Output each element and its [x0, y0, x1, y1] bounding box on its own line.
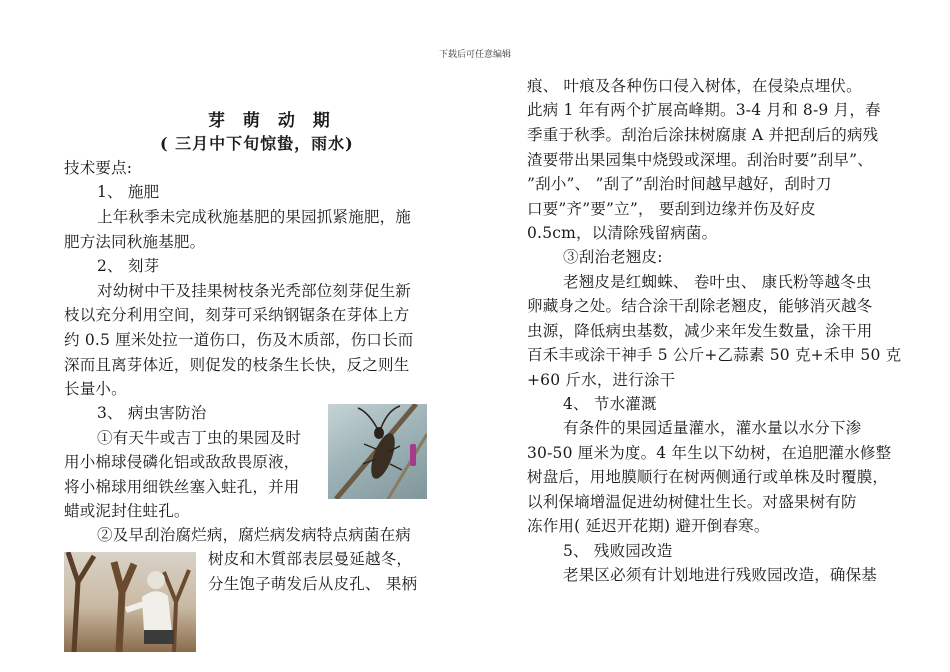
paragraph-line: 用小棉球侵磷化铝或敌敌畏原液，	[64, 453, 300, 471]
paragraph-line: 将小棉球用细铁丝塞入蛀孔，并用	[64, 478, 300, 496]
heading-fertilize: 1、 施肥	[97, 183, 160, 201]
header-note: 下载后可任意编辑	[438, 50, 511, 60]
heading-pest-control: 3、 病虫害防治	[97, 404, 207, 422]
heading-water-saving-irrigation: 4、 节水灌溉	[563, 395, 657, 413]
paragraph-line: 以利保墒增温促进幼树健壮生长。对盛果树有防	[527, 493, 857, 511]
paragraph-line: 老果区必须有计划地进行残败园改造，确保基	[563, 566, 878, 584]
paragraph-line: 此病 1 年有两个扩展高峰期。3-4 月和 8-9 月，春	[527, 101, 881, 119]
paragraph-line: 上年秋季未完成秋施基肥的果园抓紧施肥，施	[97, 208, 412, 226]
paragraph-line: 渣要带出果园集中烧毁或深埋。刮治时要”刮早”、	[527, 151, 873, 169]
paragraph-line: 对幼树中干及挂果树枝条光秃部位刻芽促生新	[97, 282, 412, 300]
paragraph-line: 0.5cm，以清除残留病菌。	[527, 224, 718, 242]
paragraph-line: 卵藏身之处。结合涂干刮除老翘皮，能够消灭越冬	[527, 297, 873, 315]
paragraph-line: 深而且离芽体近，则促发的枝条生长快，反之则生	[64, 356, 410, 374]
paragraph-line: 痕、 叶痕及各种伤口侵入树体，在侵染点埋伏。	[527, 77, 862, 95]
paragraph-line: 季重于秋季。刮治后涂抹树腐康 A 并把刮后的病残	[527, 126, 879, 144]
paragraph-line: ①有天牛或吉丁虫的果园及时	[97, 429, 302, 447]
paragraph-line: 分生饱子萌发后从皮孔、 果柄	[208, 575, 418, 593]
paragraph-line: ”刮小”、 ”刮了”刮治时间越早越好，刮时刀	[527, 175, 832, 193]
paragraph-line: 口要”齐”要”立”， 要刮到边缘并伤及好皮	[527, 200, 816, 218]
paragraph-line: 百禾丰或涂干神手 5 公斤+乙蒜素 50 克+禾申 50 克	[527, 346, 902, 364]
paragraph-line: 长量小。	[64, 380, 127, 398]
beetle-photo	[328, 404, 427, 499]
heading-bud-notching: 2、 刻芽	[97, 257, 160, 275]
paragraph-line: 虫源，降低病虫基数，减少来年发生数量，涂干用	[527, 322, 873, 340]
paragraph-line: 冻作用( 延迟开花期) 避开倒春寒。	[527, 517, 770, 535]
paragraph-line: 30-50 厘米为度。4 年生以下幼树，在追肥灌水修整	[527, 444, 892, 462]
section-subtitle: ( 三月中下旬惊蛰，雨水)	[160, 134, 354, 153]
paragraph-line: 有条件的果园适量灌水，灌水量以水分下渗	[563, 419, 862, 437]
paragraph-line: ②及早刮治腐烂病，腐烂病发病特点病菌在病	[97, 526, 412, 544]
paragraph-line: +60 斤水，进行涂干	[527, 371, 676, 389]
orchard-worker-photo	[64, 552, 196, 652]
paragraph-line: 肥方法同秋施基肥。	[64, 233, 206, 251]
paragraph-line: 枝以充分利用空间，刻芽可采纳钢锯条在芽体上方	[64, 306, 410, 324]
section-title: 芽 萌 动 期	[208, 111, 336, 131]
heading-orchard-renovation: 5、 残败园改造	[563, 542, 673, 560]
paragraph-line: 技术要点:	[64, 159, 133, 177]
paragraph-line: 树盘后，用地膜顺行在树两侧通行或单株及时覆膜，	[527, 468, 889, 486]
paragraph-line: 树皮和木質部表层曼延越冬，	[208, 550, 413, 568]
heading-scrape-old-bark: ③刮治老翘皮:	[563, 248, 663, 266]
paragraph-line: 蜡或泥封住蛀孔。	[64, 502, 190, 520]
paragraph-line: 老翘皮是红蜘蛛、 卷叶虫、 康氏粉等越冬虫	[563, 273, 872, 291]
paragraph-line: 约 0.5 厘米处拉一道伤口，伤及木质部，伤口长而	[64, 331, 414, 349]
